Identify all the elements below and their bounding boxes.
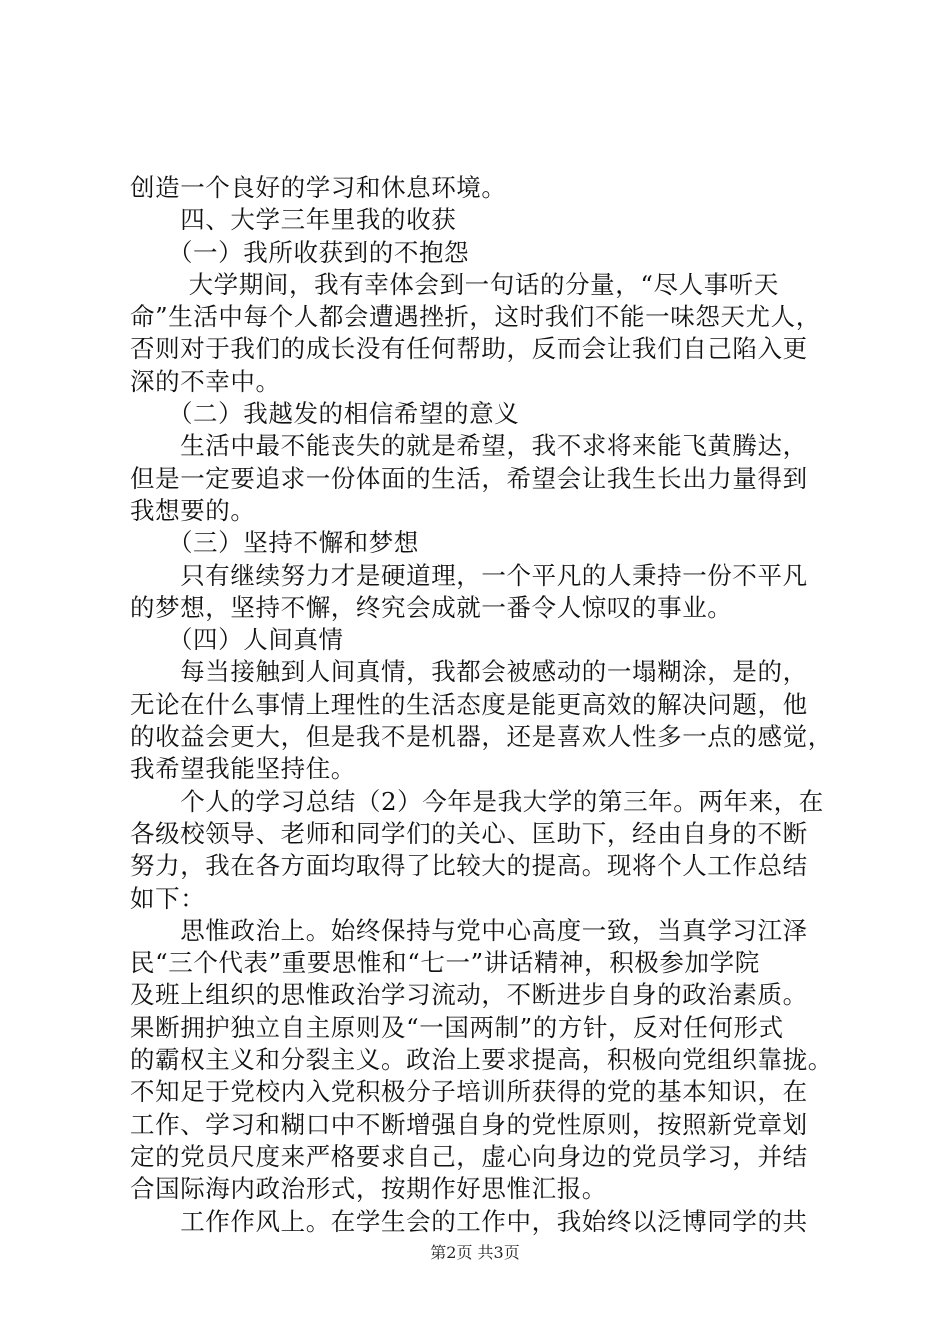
text-line: 每当接触到人间真情，我都会被感动的一塌糊涂，是的， (130, 657, 808, 687)
text-line: 及班上组织的思惟政治学习流动，不断进步自身的政治素质。 (130, 980, 808, 1010)
text-line: 的梦想，坚持不懈，终究会成就一番令人惊叹的事业。 (130, 592, 733, 622)
text-line: 的收益会更大，但是我不是机器，还是喜欢人性多一点的感觉， (130, 722, 833, 752)
text-line: 命”生活中每个人都会遭遇挫折，这时我们不能一味怨天尤人， (130, 302, 821, 332)
page-number: 第2页 共3页 (430, 1243, 520, 1262)
text-line: 思惟政治上。始终保持与党中心高度一致，当真学习江泽 (130, 915, 808, 945)
text-line: 但是一定要追求一份体面的生活，希望会让我生长出力量得到 (130, 463, 808, 493)
subsection-heading: （四）人间真情 (130, 625, 344, 655)
text-line: 努力，我在各方面均取得了比较大的提高。现将个人工作总结 (130, 851, 808, 881)
text-line: 的霸权主义和分裂主义。政治上要求提高，积极向党组织靠拢。 (130, 1045, 833, 1075)
text-line: 我想要的。 (130, 495, 256, 525)
text-line: 民“三个代表”重要思惟和“七一”讲话精神，积极参加学院 (130, 948, 760, 978)
text-line: 合国际海内政治形式，按期作好思惟汇报。 (130, 1174, 607, 1204)
subsection-heading: （三）坚持不懈和梦想 (130, 528, 419, 558)
text-line: 只有继续努力才是硬道理，一个平凡的人秉持一份不平凡 (130, 560, 808, 590)
text-line: 我希望我能坚持住。 (130, 754, 356, 784)
section-heading: 四、大学三年里我的收获 (130, 205, 457, 235)
document-body (130, 172, 848, 1238)
text-line: 果断拥护独立自主原则及“一国两制”的方针，反对任何形式 (130, 1012, 784, 1042)
text-line: 定的党员尺度来严格要求自己，虚心向身边的党员学习，并结 (130, 1141, 808, 1171)
text-line: 不知足于党校内入党积极分子培训所获得的党的基本知识，在 (130, 1077, 808, 1107)
text-line: 生活中最不能丧失的就是希望，我不求将来能飞黄腾达， (130, 431, 808, 461)
text-line: 个人的学习总结（2）今年是我大学的第三年。两年来，在 (130, 786, 824, 816)
text-line: 创造一个良好的学习和休息环境。 (130, 173, 507, 202)
text-line: 否则对于我们的成长没有任何帮助，反而会让我们自己陷入更 (130, 334, 808, 364)
text-line: 工作、学习和糊口中不断增强自身的党性原则，按照新党章划 (130, 1109, 808, 1139)
text-line: 无论在什么事情上理性的生活态度是能更高效的解决问题，他 (130, 689, 808, 719)
text-line: 深的不幸中。 (130, 366, 281, 396)
text-line: 工作作风上。在学生会的工作中，我始终以泛博同学的共 (130, 1206, 808, 1236)
text-line: 如下： (130, 883, 206, 913)
subsection-heading: （二）我越发的相信希望的意义 (130, 399, 520, 429)
text-line: 大学期间，我有幸体会到一句话的分量，“尽人事听天 (130, 269, 780, 299)
text-line: 各级校领导、老师和同学们的关心、匡助下，经由自身的不断 (130, 818, 808, 848)
subsection-heading: （一）我所收获到的不抱怨 (130, 237, 470, 267)
page-footer (0, 1240, 950, 1263)
